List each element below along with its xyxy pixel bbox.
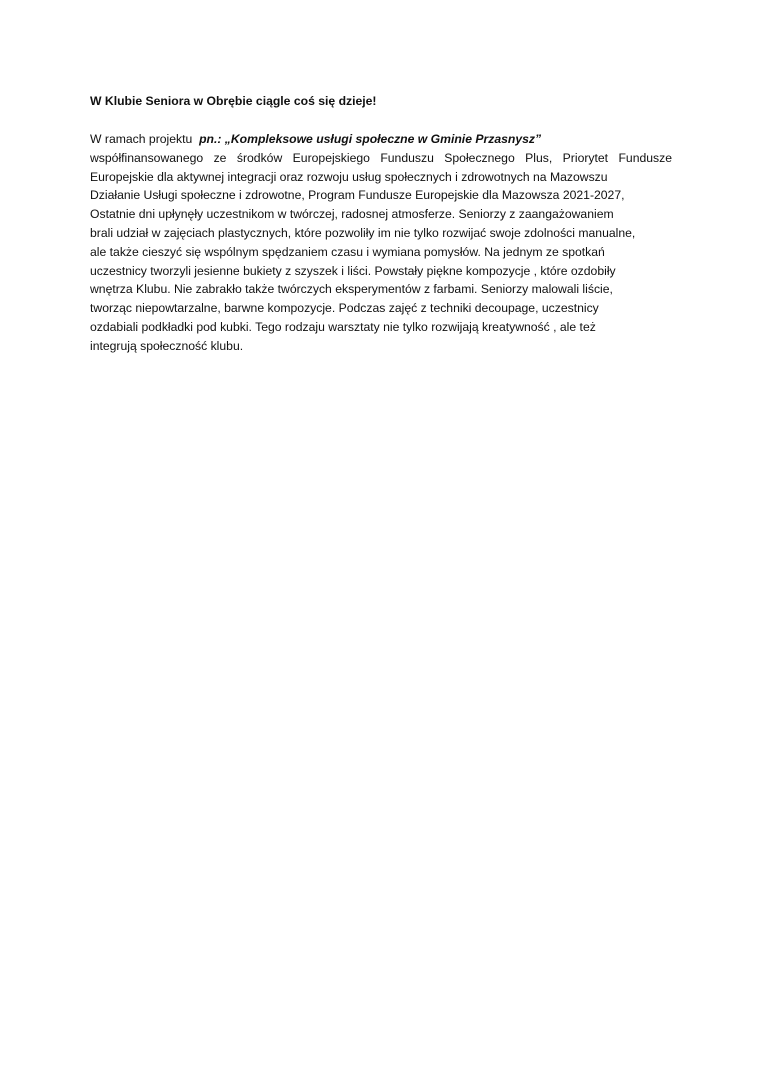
- paragraph-line: Działanie Usługi społeczne i zdrowotne, Program Fundusze Europejskie dla Mazowsza 2021-2027,: [90, 188, 625, 203]
- paragraph-line: ale także cieszyć się wspólnym spędzaniem czasu i wymiana pomysłów. Na jednym ze spotkań: [90, 244, 605, 259]
- paragraph-line: Ostatnie dni upłynęły uczestnikom w twórczej, radosnej atmosferze. Seniorzy z zaangażowaniem: [90, 207, 614, 222]
- paragraph-line: Europejskie dla aktywnej integracji oraz rozwoju usług społecznych i zdrowotnych na Mazowszu: [90, 169, 608, 184]
- paragraph-line-intro: [90, 130, 690, 149]
- document-title: W Klubie Seniora w Obrębie ciągle coś się dzieje!: [90, 94, 377, 108]
- paragraph-line: ozdabiali podkładki pod kubki. Tego rodzaju warsztaty nie tylko rozwijają kreatywność , ale też: [90, 319, 596, 334]
- project-name: pn.: „Kompleksowe usługi społeczne w Gminie Przasnysz”: [199, 132, 542, 146]
- paragraph-line: wnętrza Klubu. Nie zabrakło także twórczych eksperymentów z farbami. Seniorzy malowali liście,: [90, 282, 613, 297]
- paragraph-line: brali udział w zajęciach plastycznych, które pozwoliły im nie tylko rozwijać swoje zdolności manualne,: [90, 225, 636, 240]
- intro-prefix: W ramach projektu: [90, 132, 193, 146]
- paragraph-line: integrują społeczność klubu.: [90, 338, 244, 353]
- document-body: [90, 92, 690, 356]
- main-paragraph: [90, 130, 690, 356]
- paragraph-line: tworząc niepowtarzalne, barwne kompozycje. Podczas zajęć z techniki decoupage, uczestnicy: [90, 301, 599, 316]
- paragraph-line: uczestnicy tworzyli jesienne bukiety z szyszek i liści. Powstały piękne kompozycje , które ozdobiły: [90, 263, 616, 278]
- paragraph-line: współfinansowanego ze środków Europejskiego Funduszu Społecznego Plus, Priorytet Fundusze: [90, 150, 672, 165]
